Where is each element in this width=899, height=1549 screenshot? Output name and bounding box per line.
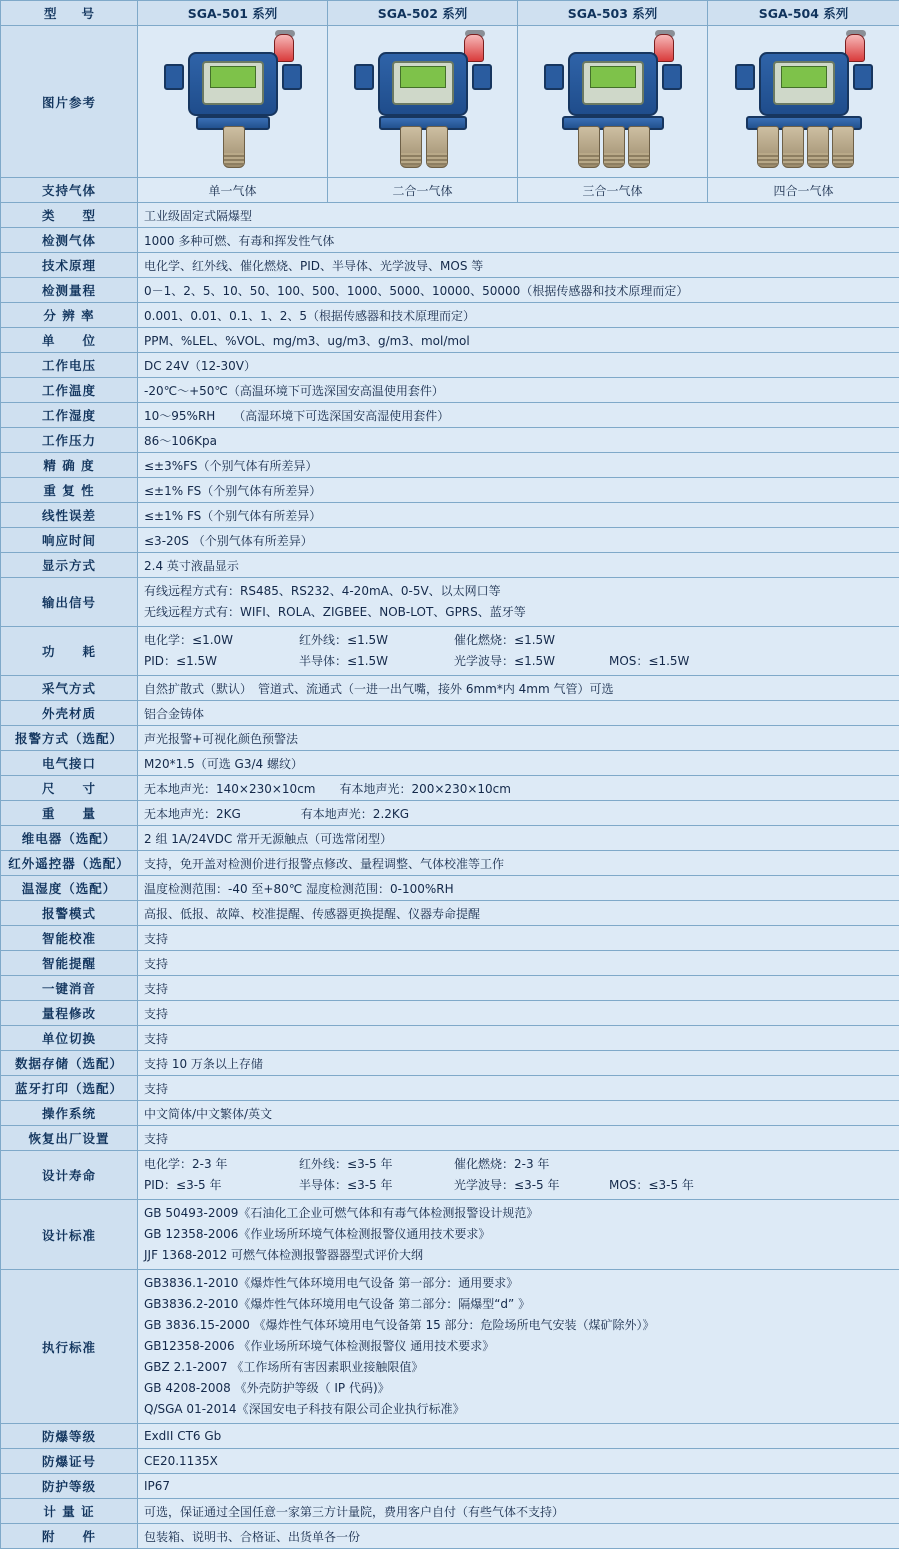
image-row-label: 图片参考 <box>1 26 138 178</box>
row-label: 重 量 <box>1 801 138 826</box>
design-standard-item: JJF 1368-2012 可燃气体检测报警器器型式评价大纲 <box>144 1245 893 1266</box>
row-value: 支持 <box>138 976 899 1001</box>
device-image-4 <box>708 26 899 178</box>
row-value: 工业级固定式隔爆型 <box>138 203 899 228</box>
row-value: 0.001、0.01、0.1、1、2、5（根据传感器和技术原理而定） <box>138 303 899 328</box>
row-label: 重 复 性 <box>1 478 138 503</box>
power-value: ≤1.0W <box>192 630 233 651</box>
row-label: 温湿度（选配） <box>1 876 138 901</box>
supported-gas-3: 三合一气体 <box>518 178 708 203</box>
table-row <box>1 478 899 503</box>
table-row <box>1 378 899 403</box>
design-standard-item: GB 50493-2009《石油化工企业可燃气体和有毒气体检测报警设计规范》 <box>144 1203 893 1224</box>
output-wireless: 无线远程方式有：WIFI、ROLA、ZIGBEE、NOB-LOT、GPRS、蓝牙等 <box>144 602 893 623</box>
row-label: 报警方式（选配） <box>1 726 138 751</box>
row-label: 附 件 <box>1 1524 138 1549</box>
row-value: 电化学、红外线、催化燃烧、PID、半导体、光学波导、MOS 等 <box>138 253 899 278</box>
row-value: 1000 多种可燃、有毒和挥发性气体 <box>138 228 899 253</box>
table-row <box>1 453 899 478</box>
row-label: 执行标准 <box>1 1270 138 1424</box>
power-value: ≤1.5W <box>176 651 217 672</box>
row-label: 设计标准 <box>1 1200 138 1270</box>
row-value: M20*1.5（可选 G3/4 螺纹） <box>138 751 899 776</box>
row-value: 铝合金铸体 <box>138 701 899 726</box>
table-row <box>1 228 899 253</box>
row-label: 技术原理 <box>1 253 138 278</box>
row-label: 工作电压 <box>1 353 138 378</box>
table-row <box>1 776 899 801</box>
table-row <box>1 926 899 951</box>
gas-detector-icon <box>729 30 879 170</box>
row-value: 无本地声光：140×230×10cm 有本地声光：200×230×10cm <box>138 776 899 801</box>
table-row <box>1 876 899 901</box>
life-line-2 <box>144 1175 893 1196</box>
row-label: 红外遥控器（选配） <box>1 851 138 876</box>
row-value: -20℃～+50℃（高温环境下可选深国安高温使用套件） <box>138 378 899 403</box>
table-row <box>1 1051 899 1076</box>
supported-gas-4: 四合一气体 <box>708 178 899 203</box>
power-key: 半导体： <box>299 651 347 672</box>
table-row <box>1 1101 899 1126</box>
power-line-1 <box>144 630 893 651</box>
row-label: 类 型 <box>1 203 138 228</box>
life-value: ≤3-5 年 <box>176 1175 221 1196</box>
life-value: ≤3-5 年 <box>347 1154 392 1175</box>
exec-standard-item: Q/SGA 01-2014《深国安电子科技有限公司企业执行标准》 <box>144 1399 893 1420</box>
row-value: 高报、低报、故障、校准提醒、传感器更换提醒、仪器寿命提醒 <box>138 901 899 926</box>
exec-standard-item: GB 3836.15-2000 《爆炸性气体环境用电气设备第 15 部分：危险场所电气安装（煤矿除外）》 <box>144 1315 893 1336</box>
row-label: 智能校准 <box>1 926 138 951</box>
power-row <box>1 627 899 676</box>
row-label: 检测量程 <box>1 278 138 303</box>
row-value: ExdII CT6 Gb <box>138 1424 899 1449</box>
row-label: 分 辨 率 <box>1 303 138 328</box>
row-label: 工作湿度 <box>1 403 138 428</box>
row-value: ≤3-20S （个别气体有所差异） <box>138 528 899 553</box>
row-value: 支持 <box>138 1076 899 1101</box>
supported-gas-row <box>1 178 899 203</box>
row-label: 恢复出厂设置 <box>1 1126 138 1151</box>
table-row <box>1 751 899 776</box>
series-3: SGA-503 系列 <box>518 1 708 26</box>
row-value: ≤±1% FS（个别气体有所差异） <box>138 503 899 528</box>
gas-detector-icon <box>538 30 688 170</box>
series-1: SGA-501 系列 <box>138 1 328 26</box>
row-value: PPM、%LEL、%VOL、mg/m3、ug/m3、g/m3、mol/mol <box>138 328 899 353</box>
gas-detector-icon <box>158 30 308 170</box>
table-row <box>1 701 899 726</box>
table-row <box>1 726 899 751</box>
table-row <box>1 901 899 926</box>
power-key: MOS： <box>609 651 648 672</box>
row-value: 温度检测范围：-40 至+80℃ 湿度检测范围：0-100%RH <box>138 876 899 901</box>
row-label: 单位切换 <box>1 1026 138 1051</box>
power-value: ≤1.5W <box>347 651 388 672</box>
model-label: 型 号 <box>1 1 138 26</box>
table-row <box>1 353 899 378</box>
image-row <box>1 26 899 178</box>
life-key: 红外线： <box>299 1154 347 1175</box>
life-value: 2-3 年 <box>514 1154 549 1175</box>
row-label: 智能提醒 <box>1 951 138 976</box>
row-label: 防护等级 <box>1 1474 138 1499</box>
design-standard-row <box>1 1200 899 1270</box>
table-row <box>1 528 899 553</box>
row-value: 包装箱、说明书、合格证、出货单各一份 <box>138 1524 899 1549</box>
row-label: 采气方式 <box>1 676 138 701</box>
row-value: CE20.1135X <box>138 1449 899 1474</box>
row-value: 支持 <box>138 1126 899 1151</box>
series-2: SGA-502 系列 <box>328 1 518 26</box>
row-label: 精 确 度 <box>1 453 138 478</box>
row-value: 中文简体/中文繁体/英文 <box>138 1101 899 1126</box>
row-value: 0－1、2、5、10、50、100、500、1000、5000、10000、50000（根据传感器和技术原理而定） <box>138 278 899 303</box>
row-label: 报警模式 <box>1 901 138 926</box>
row-value: 自然扩散式（默认） 管道式、流通式（一进一出气嘴，接外 6mm*内 4mm 气管）可选 <box>138 676 899 701</box>
life-key: 半导体： <box>299 1175 347 1196</box>
table-row <box>1 826 899 851</box>
row-value: 支持 <box>138 1001 899 1026</box>
life-key: PID： <box>144 1175 176 1196</box>
row-label: 响应时间 <box>1 528 138 553</box>
supported-gas-label: 支持气体 <box>1 178 138 203</box>
row-label: 量程修改 <box>1 1001 138 1026</box>
device-image-3 <box>518 26 708 178</box>
device-image-1 <box>138 26 328 178</box>
table-row <box>1 503 899 528</box>
output-signal-row <box>1 578 899 627</box>
row-label: 尺 寸 <box>1 776 138 801</box>
output-wired: 有线远程方式有：RS485、RS232、4-20mA、0-5V、以太网口等 <box>144 581 893 602</box>
power-key: 电化学： <box>144 630 192 651</box>
table-row <box>1 676 899 701</box>
row-label: 输出信号 <box>1 578 138 627</box>
row-value: 10～95%RH （高湿环境下可选深国安高湿使用套件） <box>138 403 899 428</box>
table-row <box>1 1076 899 1101</box>
table-row <box>1 951 899 976</box>
row-value: 无本地声光：2KG 有本地声光：2.2KG <box>138 801 899 826</box>
row-value: 支持，免开盖对检测价进行报警点修改、量程调整、气体校准等工作 <box>138 851 899 876</box>
life-key: 光学波导： <box>454 1175 514 1196</box>
design-life-row <box>1 1151 899 1200</box>
power-value: ≤1.5W <box>514 630 555 651</box>
row-label: 防爆等级 <box>1 1424 138 1449</box>
table-row <box>1 328 899 353</box>
exec-standard-item: GB 4208-2008 《外壳防护等级（ IP 代码)》 <box>144 1378 893 1399</box>
row-label: 检测气体 <box>1 228 138 253</box>
series-4: SGA-504 系列 <box>708 1 899 26</box>
row-label: 操作系统 <box>1 1101 138 1126</box>
row-value: 2.4 英寸液晶显示 <box>138 553 899 578</box>
row-value: 2 组 1A/24VDC 常开无源触点（可选常闭型） <box>138 826 899 851</box>
power-line-2 <box>144 651 893 672</box>
table-row <box>1 278 899 303</box>
row-label: 工作温度 <box>1 378 138 403</box>
life-key: 电化学： <box>144 1154 192 1175</box>
row-label: 功 耗 <box>1 627 138 676</box>
power-value: ≤1.5W <box>347 630 388 651</box>
table-row <box>1 553 899 578</box>
power-key: PID： <box>144 651 176 672</box>
exec-standard-item: GB3836.2-2010《爆炸性气体环境用电气设备 第二部分：隔爆型“d” 》 <box>144 1294 893 1315</box>
row-label: 维电器（选配） <box>1 826 138 851</box>
life-key: 催化燃烧： <box>454 1154 514 1175</box>
row-label: 电气接口 <box>1 751 138 776</box>
exec-standard-row <box>1 1270 899 1424</box>
row-value: 支持 <box>138 1026 899 1051</box>
table-row <box>1 1499 899 1524</box>
table-row <box>1 1001 899 1026</box>
table-row <box>1 203 899 228</box>
row-label: 蓝牙打印（选配） <box>1 1076 138 1101</box>
row-label: 外壳材质 <box>1 701 138 726</box>
life-key: MOS： <box>609 1175 648 1196</box>
life-value: ≤3-5 年 <box>648 1175 693 1196</box>
row-label: 单 位 <box>1 328 138 353</box>
supported-gas-2: 二合一气体 <box>328 178 518 203</box>
row-value: DC 24V（12-30V） <box>138 353 899 378</box>
row-value: 支持 <box>138 951 899 976</box>
row-value: 支持 <box>138 926 899 951</box>
table-row <box>1 1026 899 1051</box>
row-value: ≤±1% FS（个别气体有所差异） <box>138 478 899 503</box>
row-label: 计 量 证 <box>1 1499 138 1524</box>
table-row <box>1 428 899 453</box>
table-row <box>1 1126 899 1151</box>
table-row <box>1 976 899 1001</box>
table-row <box>1 403 899 428</box>
table-row <box>1 1524 899 1549</box>
exec-standard-item: GB12358-2006 《作业场所环境气体检测报警仪 通用技术要求》 <box>144 1336 893 1357</box>
table-row <box>1 801 899 826</box>
power-key: 催化燃烧： <box>454 630 514 651</box>
power-key: 红外线： <box>299 630 347 651</box>
row-value: 声光报警+可视化颜色预警法 <box>138 726 899 751</box>
row-label: 防爆证号 <box>1 1449 138 1474</box>
table-row <box>1 253 899 278</box>
table-row <box>1 1474 899 1499</box>
row-label: 工作压力 <box>1 428 138 453</box>
device-image-2 <box>328 26 518 178</box>
row-value: 支持 10 万条以上存储 <box>138 1051 899 1076</box>
row-value: 86～106Kpa <box>138 428 899 453</box>
power-value: ≤1.5W <box>514 651 555 672</box>
life-value: 2-3 年 <box>192 1154 227 1175</box>
row-label: 一键消音 <box>1 976 138 1001</box>
life-line-1 <box>144 1154 893 1175</box>
life-value: ≤3-5 年 <box>347 1175 392 1196</box>
table-row <box>1 303 899 328</box>
row-label: 数据存储（选配） <box>1 1051 138 1076</box>
supported-gas-1: 单一气体 <box>138 178 328 203</box>
row-label: 线性误差 <box>1 503 138 528</box>
table-row <box>1 1449 899 1474</box>
row-value: 可选，保证通过全国任意一家第三方计量院，费用客户自付（有些气体不支持） <box>138 1499 899 1524</box>
power-value: ≤1.5W <box>648 651 689 672</box>
row-label: 显示方式 <box>1 553 138 578</box>
exec-standard-item: GB3836.1-2010《爆炸性气体环境用电气设备 第一部分：通用要求》 <box>144 1273 893 1294</box>
row-value: ≤±3%FS（个别气体有所差异） <box>138 453 899 478</box>
table-row <box>1 1424 899 1449</box>
exec-standard-item: GBZ 2.1-2007 《工作场所有害因素职业接触限值》 <box>144 1357 893 1378</box>
power-key: 光学波导： <box>454 651 514 672</box>
gas-detector-icon <box>348 30 498 170</box>
design-standard-item: GB 12358-2006《作业场所环境气体检测报警仪通用技术要求》 <box>144 1224 893 1245</box>
header-row <box>1 1 899 26</box>
life-value: ≤3-5 年 <box>514 1175 559 1196</box>
table-row <box>1 851 899 876</box>
row-label: 设计寿命 <box>1 1151 138 1200</box>
row-value: IP67 <box>138 1474 899 1499</box>
